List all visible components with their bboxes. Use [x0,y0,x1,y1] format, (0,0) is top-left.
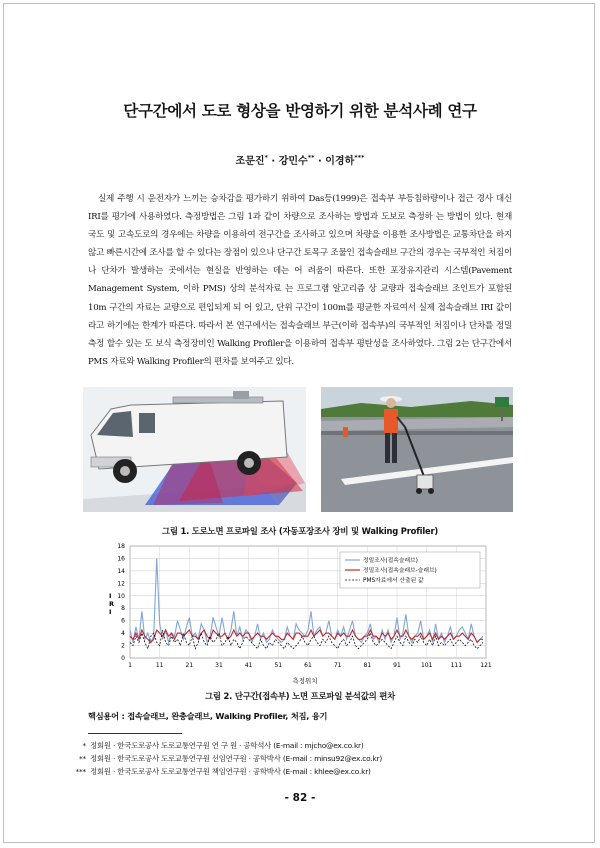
author-separator: · [267,156,279,167]
legend-label: PMS자료에서 산출된 값 [363,578,424,584]
x-tick-label: 101 [420,662,433,669]
body-line: 조물인 접속슬래브 구간의 경우는 국부적인 처짐이나 단차가 발생하는 곳에서는 현실을 반영하는 데는 어 [88,248,513,277]
x-tick-label: 31 [215,662,223,669]
figure1-caption: 그림 1. 도로노면 프로파일 조사 (자동포장조사 장비 및 Walking Profiler) [161,526,439,536]
x-tick-label: 21 [185,662,194,669]
y-label-char: R [109,600,115,608]
author-name: 이경하 [325,156,355,167]
body-line: 경사 대신 IRI를 평가에 사용하였다. 측정방법은 그림 1과 같이 차량으로 조사하는 방법과 도보로 측정하 [88,194,512,223]
x-tick-label: 41 [244,662,253,669]
author-name: 조문진 [235,156,265,167]
footnote [56,766,371,777]
legend-label: 정밀조사(접속슬래브-슬래브) [363,568,437,574]
x-axis-label: 측정위치 [292,677,318,684]
y-tick-label: 8 [121,605,125,613]
footnote-mark: *** [75,767,86,776]
keywords: 핵심용어 : 접속슬래브, 완충슬래브, Walking Profiler, 처짐, 융기 [88,711,328,721]
iri-deviation-chart [100,538,500,684]
body-line: 려움이 따른다. 또한 포장유지관리 시스템(Pavement Management System, 이하 PMS) 상의 분석자료 [88,266,512,295]
author-mark: ** [307,153,315,162]
body-line: 실제 주행 시 운전자가 느끼는 승차감을 평가하기 위하여 Das등(1999)은 접속부 부등침하량이나 접근 [98,194,474,204]
legend-label: 정밀조사(접속슬래브) [363,558,418,564]
footnote-text: 정회원 · 한국도로공사 도로교통연구원 연 구 원 · 공학석사 (E-mail : mjcho@ex.co.kr) [90,741,364,750]
body-line: 는 프로그램 알고리즘 상 교량과 접속슬래브 조인트가 포함된 10m 구간의 자료는 교량으로 편입되게 되 [88,284,512,313]
author-mark: * [264,153,268,162]
x-tick-label: 71 [333,662,342,669]
x-tick-label: 121 [480,662,492,669]
paper-title: 단구간에서 도로 형상을 반영하기 위한 분석사례 연구 [123,102,477,120]
footnote-mark: ** [79,754,86,763]
y-tick-label: 14 [117,567,125,575]
x-tick-label: 81 [363,662,372,669]
author-line [0,152,600,167]
y-tick-label: 4 [121,630,125,638]
walking-profiler-svg [321,387,513,512]
footnote-mark: * [82,741,86,750]
body-paragraph [88,190,512,371]
x-tick-label: 51 [274,662,283,669]
x-tick-labels [128,662,492,669]
footnote-rule [88,733,182,734]
footnote-text: 정회원 · 한국도로공사 도로교통연구원 선임연구원 · 공학박사 (E-mail : minsu92@ex.co.kr) [90,754,383,763]
y-label-char: I [109,592,112,600]
page-number: - 82 - [284,792,316,804]
x-tick-label: 11 [155,662,164,669]
x-tick-label: 61 [304,662,312,669]
x-tick-label: 91 [393,662,401,669]
body-line: 이용한 조사방법은 교통차단을 하지 않고 빠른시간에 조사를 할 수 있다는 장점이 있으나 단구간 토목구 [88,230,512,259]
y-tick-label: 12 [117,580,125,588]
author-mark: *** [354,153,365,162]
y-tick-labels [117,543,125,662]
figure2-caption: 그림 2. 단구간(접속부) 노면 프로파일 분석값의 편차 [205,691,395,701]
y-label-char: I [109,608,112,616]
author-separator: · [314,156,326,167]
author-name: 강민수 [278,156,308,167]
body-line: 보식 측정장비인 Walking Profiler을 이용하여 접속부 평탄성을 조사하였다. 그림 2는 단구간에서 PMS [88,338,513,367]
x-tick-label: 1 [128,662,132,669]
body-line: 따라서 본 연구에서는 접속슬래브 부근(이하 접속부)의 국부적인 처짐이나 단차를 정밀측정 할수 있는 도 [88,320,513,349]
y-tick-label: 0 [121,655,125,662]
survey-van-illustration [83,387,306,512]
y-tick-label: 16 [117,555,125,563]
y-tick-label: 2 [121,642,125,650]
footnote-text: 정회원 · 한국도로공사 도로교통연구원 책임연구원 · 공학박사 (E-mail : khlee@ex.co.kr) [90,767,371,776]
y-axis-label [109,592,114,616]
body-line: 어 있고, 단위 구간이 100m를 평균한 자료여서 실제 접속슬래브 IRI 값이라고 하기에는 한계가 따른다. [88,302,512,331]
survey-van-svg [83,387,306,512]
body-line: 자료와 Walking Profiler의 편차를 보여주고 있다. [110,356,294,367]
y-tick-label: 10 [117,592,125,600]
chart-legend [340,552,480,588]
walking-profiler-photo [321,387,513,512]
footnote [56,753,382,764]
body-text [88,190,512,371]
y-tick-label: 6 [121,617,125,625]
footnote [56,740,364,751]
x-tick-label: 111 [450,662,463,669]
body-line: 는 방법이 있다. 현재 국도 및 고속도로의 경우에는 차량을 이용하여 전구간을 조사하고 있으며 차량을 [88,212,513,241]
y-tick-label: 18 [117,543,125,550]
